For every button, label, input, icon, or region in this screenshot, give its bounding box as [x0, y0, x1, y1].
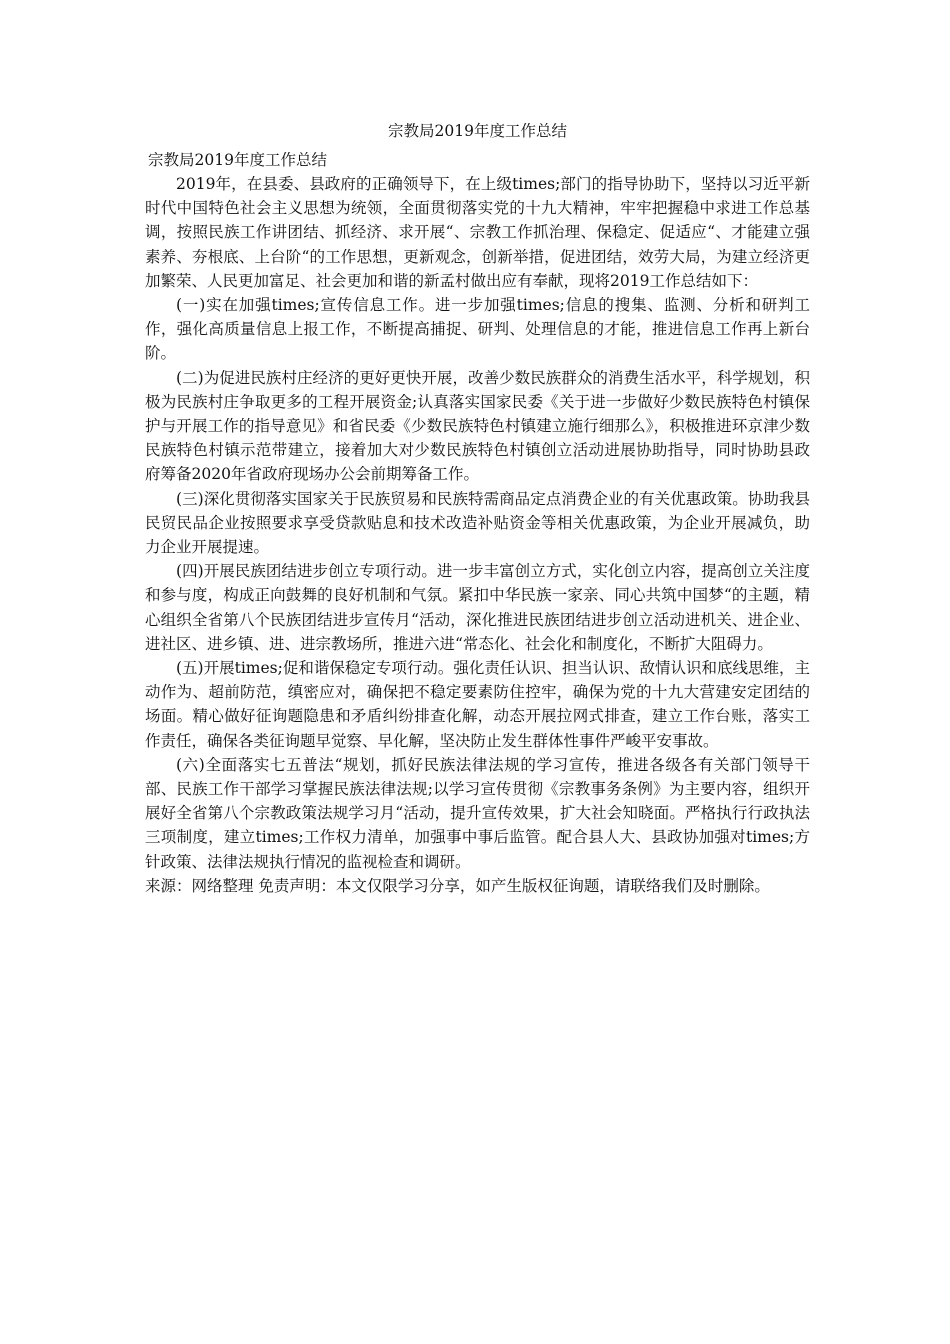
paragraph-6: (六)全面落实七五普法“规划，抓好民族法律法规的学习宣传，推进各级各有关部门领导干部、民族工作干部学习掌握民族法律法规;以学习宣传贯彻《宗教事务条例》为主要内容，组织开展好全省第八个宗教政策法规学习月“活动，提升宣传效果，扩大社会知晓面。严格执行行政执法三项制度，建立times;工作权力清单，加强事中事后监管。配合县人大、县政协加强对times;方针政策、法律法规执行情况的监视检查和调研。: [145, 755, 810, 871]
source-disclaimer: 来源：网络整理 免责声明：本文仅限学习分享，如产生版权征询题，请联络我们及时删除。: [145, 876, 770, 895]
document-subtitle: 宗教局2019年度工作总结: [148, 151, 327, 169]
paragraph-5: (五)开展times;促和谐保稳定专项行动。强化责任认识、担当认识、敌情认识和底线思维，主动作为、超前防范，缜密应对，确保把不稳定要素防住控牢，确保为党的十九大营建安定团结的场面。精心做好征询题隐患和矛盾纠纷排查化解，动态开展拉网式排查，建立工作台账，落实工作责任，确保各类征询题早觉察、早化解，坚决防止发生群体性事件严峻平安事故。: [145, 659, 810, 750]
paragraph-intro: 2019年，在县委、县政府的正确领导下，在上级times;部门的指导协助下，坚持以习近平新时代中国特色社会主义思想为统领，全面贯彻落实党的十九大精神，牢牢把握稳中求进工作总基调，按照民族工作讲团结、抓经济、求开展“、宗教工作抓治理、保稳定、促适应“、才能建立强素养、夯根底、上台阶“的工作思想，更新观念，创新举措，促进团结，效劳大局，为建立经济更加繁荣、人民更加富足、社会更加和谐的新孟村做出应有奉献，现将2019工作总结如下：: [145, 175, 810, 290]
document-title: 宗教局2019年度工作总结: [388, 122, 567, 140]
paragraph-1: (一)实在加强times;宣传信息工作。进一步加强times;信息的搜集、监测、分析和研判工作，强化高质量信息上报工作，不断提高捕捉、研判、处理信息的才能，推进信息工作再上新台阶。: [145, 296, 810, 363]
paragraph-2: (二)为促进民族村庄经济的更好更快开展，改善少数民族群众的消费生活水平，科学规划，积极为民族村庄争取更多的工程开展资金;认真落实国家民委《关于进一步做好少数民族特色村镇保护与开展工作的指导意见》和省民委《少数民族特色村镇建立施行细那么》，积极推进环京津少数民族特色村镇示范带建立，接着加大对少数民族特色村镇创立活动进展协助指导，同时协助县政府筹备2020年省政府现场办公会前期筹备工作。: [145, 368, 810, 484]
paragraph-3: (三)深化贯彻落实国家关于民族贸易和民族特需商品定点消费企业的有关优惠政策。协助我县民贸民品企业按照要求享受贷款贴息和技术改造补贴资金等相关优惠政策，为企业开展减负，助力企业开展提速。: [145, 489, 810, 557]
paragraph-4: (四)开展民族团结进步创立专项行动。进一步丰富创立方式，实化创立内容，提高创立关注度和参与度，构成正向鼓舞的良好机制和气氛。紧扣中华民族一家亲、同心共筑中国梦“的主题，精心组织全省第八个民族团结进步宣传月“活动，深化推进民族团结进步创立活动进机关、进企业、进社区、进乡镇、进、进宗教场所，推进六进“常态化、社会化和制度化，不断扩大阻碍力。: [145, 562, 810, 653]
document-page: [145, 118, 810, 898]
